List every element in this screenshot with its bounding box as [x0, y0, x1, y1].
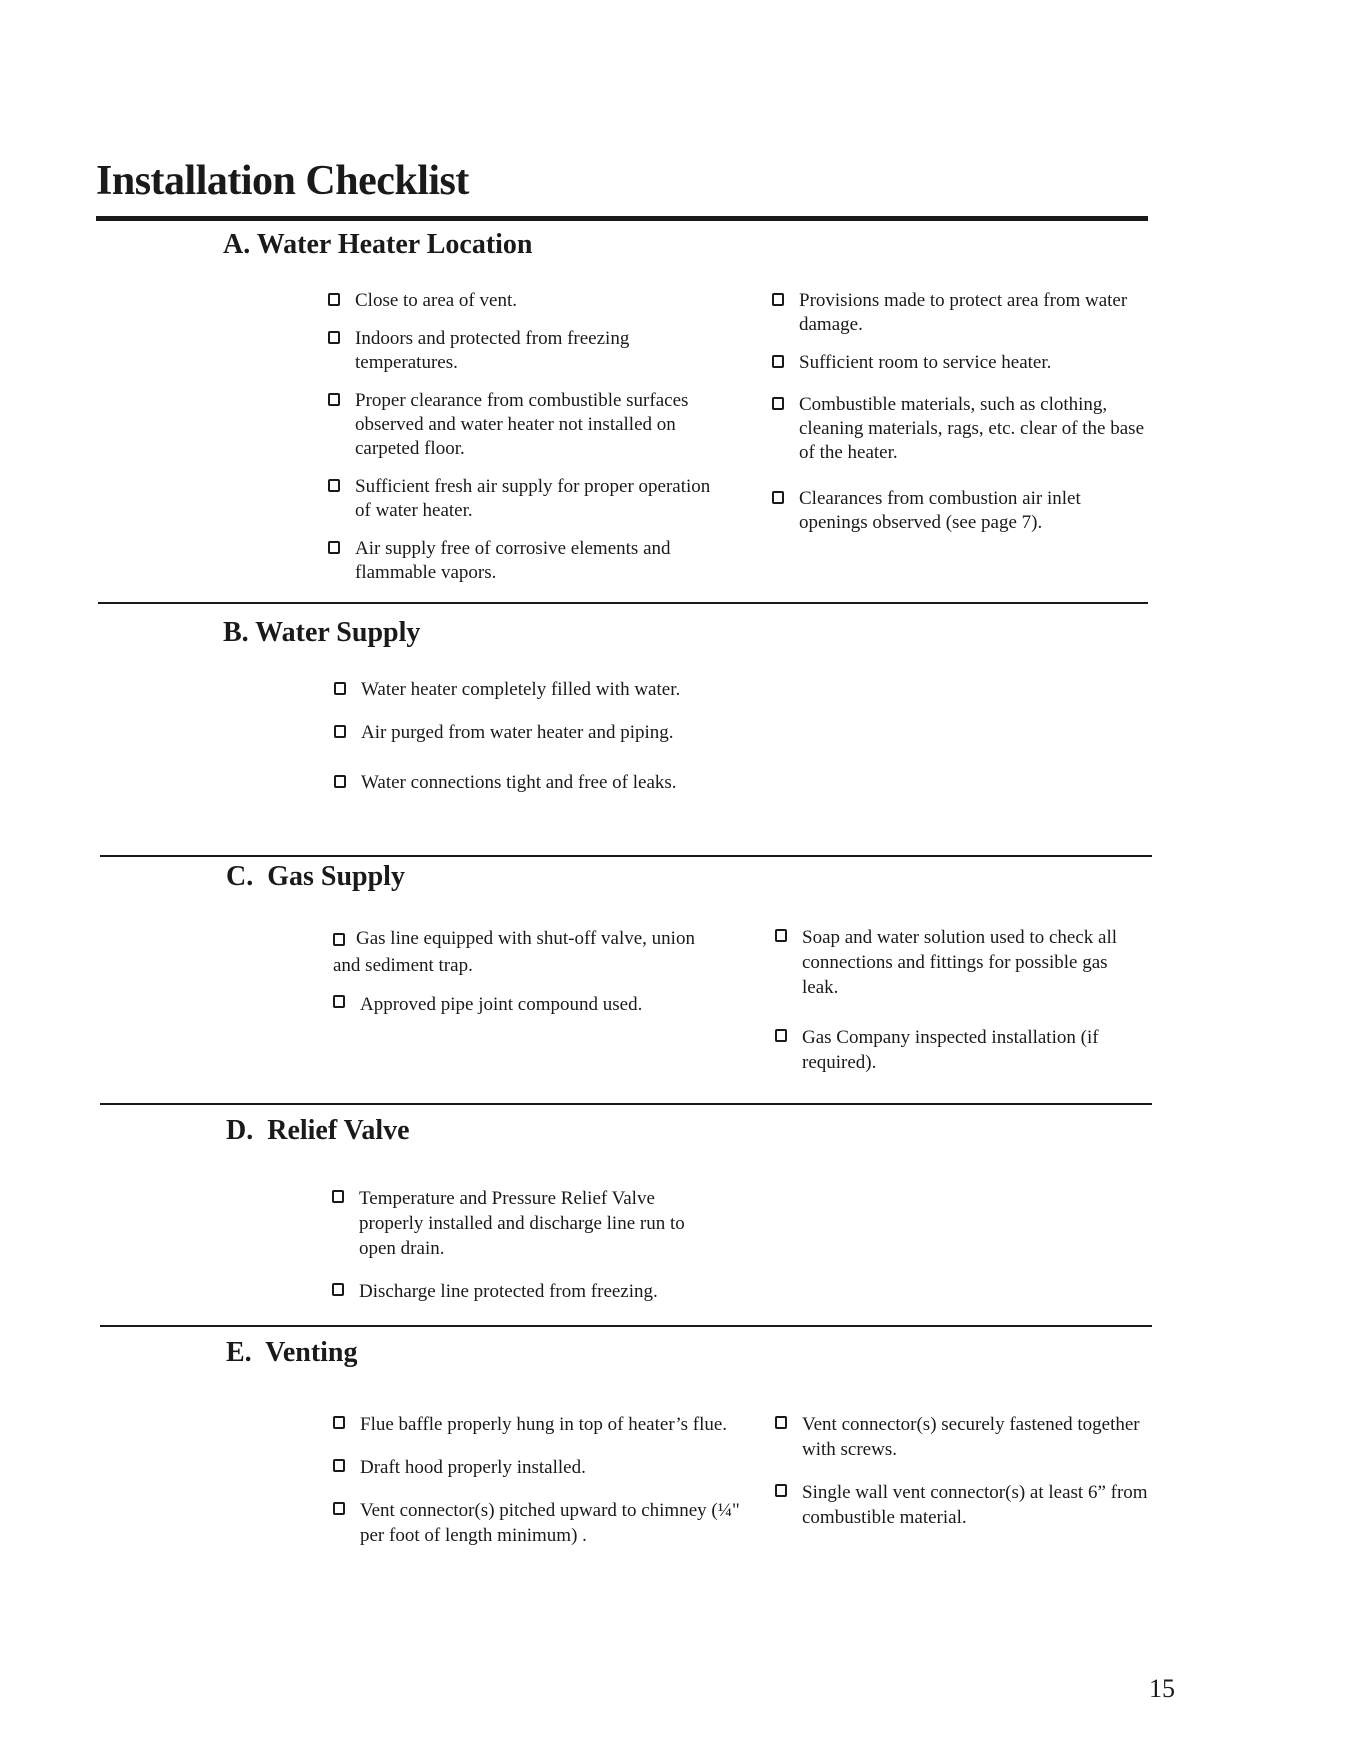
checklist-item[interactable] [334, 678, 774, 702]
checklist-item[interactable] [775, 1412, 1150, 1462]
checklist-item-text: Vent connector(s) pitched upward to chimney (¼" per foot of length minimum) . [360, 1500, 740, 1546]
section-e-heading: E. Venting [226, 1337, 358, 1368]
checkbox-icon[interactable] [775, 929, 787, 942]
checkbox-icon[interactable] [328, 293, 340, 306]
page-title: Installation Checklist [96, 158, 469, 204]
page-number: 15 [1149, 1674, 1175, 1703]
checklist-item[interactable] [772, 289, 1152, 337]
checkbox-icon[interactable] [333, 1416, 345, 1429]
checklist-item[interactable] [772, 393, 1152, 465]
checkbox-icon[interactable] [328, 479, 340, 492]
section-c-right-column [775, 925, 1145, 1075]
checkbox-icon[interactable] [772, 293, 784, 306]
checkbox-icon[interactable] [328, 331, 340, 344]
section-c-left-column [333, 925, 723, 1018]
section-b-column [334, 678, 774, 795]
section-divider [100, 1325, 1152, 1327]
checklist-item-text: Air purged from water heater and piping. [361, 722, 674, 743]
checklist-item[interactable] [332, 1186, 712, 1261]
checklist-item-text: Soap and water solution used to check all connections and fittings for possible gas leak. [802, 927, 1118, 998]
checkbox-icon[interactable] [334, 725, 346, 738]
section-a-left-column [328, 289, 718, 585]
checklist-item[interactable] [333, 991, 723, 1018]
checklist-item-text: Water heater completely filled with water. [361, 679, 681, 700]
section-divider [100, 855, 1152, 857]
checklist-item-text: Discharge line protected from freezing. [359, 1281, 658, 1302]
checkbox-icon[interactable] [332, 1190, 344, 1203]
checklist-item[interactable] [333, 1455, 745, 1480]
checklist-item-text: Draft hood properly installed. [360, 1457, 586, 1478]
checkbox-icon[interactable] [772, 355, 784, 368]
checklist-item[interactable] [328, 289, 718, 313]
checklist-item-text: Flue baffle properly hung in top of heater’s flue. [360, 1414, 728, 1435]
checklist-item[interactable] [328, 475, 718, 523]
section-c-heading: C. Gas Supply [226, 861, 405, 892]
section-e-left-column [333, 1412, 745, 1548]
section-a-heading: A. Water Heater Location [223, 229, 533, 260]
checklist-item[interactable] [775, 1480, 1150, 1530]
checkbox-icon[interactable] [775, 1029, 787, 1042]
checklist-item[interactable] [334, 771, 774, 795]
checklist-item-text: Combustible materials, such as clothing, cleaning materials, rags, etc. clear of the base of the heater. [799, 394, 1144, 463]
section-divider [98, 602, 1148, 604]
section-e-right-column [775, 1412, 1150, 1530]
checklist-item[interactable] [772, 487, 1152, 535]
checklist-item-text: Water connections tight and free of leaks. [361, 772, 677, 793]
section-divider [100, 1103, 1152, 1105]
section-a-right-column [772, 289, 1152, 535]
title-divider [96, 216, 1148, 221]
checklist-item-text: Provisions made to protect area from water damage. [799, 290, 1128, 335]
checklist-item-text: Temperature and Pressure Relief Valve properly installed and discharge line run to open drain. [359, 1188, 685, 1259]
checklist-item[interactable] [328, 389, 718, 461]
checkbox-icon[interactable] [772, 491, 784, 504]
checklist-item-text: Gas line equipped with shut-off valve, union and sediment trap. [333, 928, 695, 976]
checklist-item[interactable] [333, 925, 723, 979]
checklist-item[interactable] [333, 1412, 745, 1437]
checklist-item-text: Approved pipe joint compound used. [360, 994, 643, 1015]
checkbox-icon[interactable] [334, 775, 346, 788]
checklist-item[interactable] [332, 1279, 712, 1304]
checklist-item-text: Single wall vent connector(s) at least 6” from combustible material. [802, 1482, 1148, 1528]
checkbox-icon[interactable] [328, 541, 340, 554]
checklist-item-text: Vent connector(s) securely fastened together with screws. [802, 1414, 1140, 1460]
checklist-item-text: Air supply free of corrosive elements and flammable vapors. [355, 538, 671, 583]
checkbox-icon[interactable] [333, 995, 345, 1008]
checkbox-icon[interactable] [334, 682, 346, 695]
checkbox-icon[interactable] [333, 1502, 345, 1515]
checkbox-icon[interactable] [775, 1484, 787, 1497]
checklist-item-text: Proper clearance from combustible surfaces observed and water heater not installed on carpeted floor. [355, 390, 689, 459]
checklist-item-text: Close to area of vent. [355, 290, 517, 311]
checklist-item-text: Sufficient room to service heater. [799, 352, 1052, 373]
checkbox-icon[interactable] [333, 933, 345, 946]
checkbox-icon[interactable] [775, 1416, 787, 1429]
checklist-item-text: Sufficient fresh air supply for proper operation of water heater. [355, 476, 711, 521]
checkbox-icon[interactable] [328, 393, 340, 406]
checklist-item[interactable] [334, 721, 774, 745]
section-b-heading: B. Water Supply [223, 617, 421, 648]
checklist-item[interactable] [333, 1498, 745, 1548]
section-d-column [332, 1186, 712, 1304]
checkbox-icon[interactable] [772, 397, 784, 410]
checklist-item[interactable] [775, 925, 1145, 1000]
checklist-item[interactable] [772, 351, 1152, 375]
section-d-heading: D. Relief Valve [226, 1115, 410, 1146]
checkbox-icon[interactable] [333, 1459, 345, 1472]
checklist-item-text: Gas Company inspected installation (if required). [802, 1027, 1099, 1073]
checkbox-icon[interactable] [332, 1283, 344, 1296]
checklist-item[interactable] [328, 537, 718, 585]
checklist-item-text: Clearances from combustion air inlet openings observed (see page 7). [799, 488, 1081, 533]
checklist-item-text: Indoors and protected from freezing temperatures. [355, 328, 630, 373]
checklist-item[interactable] [775, 1025, 1145, 1075]
checklist-item[interactable] [328, 327, 718, 375]
